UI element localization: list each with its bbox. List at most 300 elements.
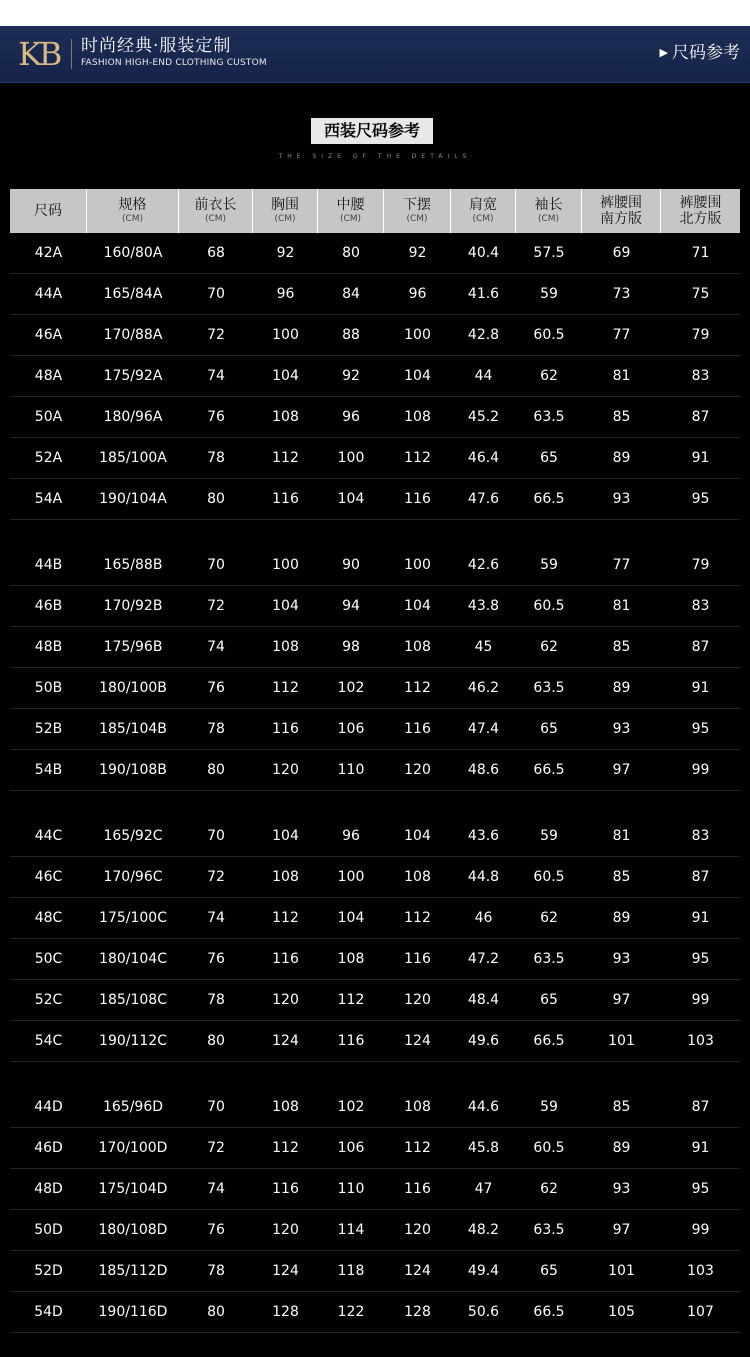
table-cell: 85: [612, 1099, 631, 1115]
table-cell: 50C: [34, 951, 63, 967]
header-cell: [318, 189, 384, 233]
header-label: 下摆: [403, 197, 431, 213]
table-cell: 84: [342, 286, 360, 302]
table-cell: 124: [272, 1263, 299, 1279]
table-cell: 47: [474, 1181, 493, 1197]
table-cell: 62: [540, 1181, 558, 1197]
table-cell: 45.8: [467, 1140, 500, 1156]
table-cell: 76: [207, 1222, 225, 1238]
table-cell: 49.6: [467, 1033, 500, 1049]
table-cell: 70: [207, 828, 225, 844]
table-row: [10, 709, 740, 750]
section-title: 西装尺码参考: [311, 118, 433, 144]
table-row: [10, 586, 740, 627]
table-cell: 103: [687, 1263, 714, 1279]
table-cell: 91: [691, 680, 710, 696]
header-cell: [179, 189, 253, 233]
table-cell: 83: [691, 368, 710, 384]
table-cell: 120: [272, 1222, 299, 1238]
table-cell: 44B: [34, 557, 63, 573]
table-cell: 100: [272, 327, 299, 343]
table-cell: 97: [612, 762, 631, 778]
table-cell: 101: [608, 1263, 635, 1279]
table-cell: 128: [404, 1304, 431, 1320]
table-cell: 112: [404, 1140, 431, 1156]
header-cell: [451, 189, 516, 233]
table-header: [10, 189, 740, 233]
table-cell: 42.6: [467, 557, 500, 573]
table-cell: 112: [272, 450, 299, 466]
table-cell: 85: [612, 869, 631, 885]
table-cell: 104: [404, 828, 431, 844]
table-cell: 98: [342, 639, 360, 655]
table-cell: 72: [207, 1140, 225, 1156]
table-cell: 46.2: [467, 680, 500, 696]
top-strip: [0, 0, 750, 26]
table-cell: 108: [404, 639, 431, 655]
table-cell: 104: [272, 368, 299, 384]
header-unit: 南方版: [600, 211, 642, 227]
table-cell: 180/96A: [103, 409, 163, 425]
table-cell: 78: [207, 450, 225, 466]
header-label: 袖长: [534, 197, 563, 213]
table-cell: 46C: [34, 869, 63, 885]
table-cell: 100: [404, 327, 431, 343]
table-cell: 190/116D: [98, 1304, 168, 1320]
table-cell: 112: [337, 992, 365, 1008]
section-subtitle: THE SIZE OF THE DETAILS: [278, 153, 472, 160]
table-row: [10, 315, 740, 356]
table-cell: 80: [207, 762, 225, 778]
table-cell: 76: [207, 409, 225, 425]
table-cell: 66.5: [533, 762, 565, 778]
table-cell: 190/104A: [99, 491, 167, 507]
table-cell: 80: [207, 491, 225, 507]
table-row: [10, 233, 740, 274]
table-cell: 104: [272, 828, 299, 844]
table-row: [10, 1128, 740, 1169]
table-cell: 116: [337, 1033, 365, 1049]
table-row: [10, 857, 740, 898]
table-cell: 89: [612, 1140, 631, 1156]
table-cell: 72: [207, 869, 225, 885]
table-cell: 94: [342, 598, 360, 614]
header-label: 尺码: [34, 203, 62, 219]
table-row: [10, 479, 740, 520]
table-cell: 81: [612, 598, 631, 614]
table-cell: 116: [404, 1181, 431, 1197]
table-cell: 65: [540, 1263, 558, 1279]
table-cell: 72: [207, 327, 225, 343]
table-cell: 65: [540, 992, 558, 1008]
table-cell: 78: [207, 1263, 225, 1279]
table-cell: 116: [404, 951, 431, 967]
table-cell: 106: [337, 721, 365, 737]
table-cell: 57.5: [533, 245, 565, 261]
header-banner: [0, 26, 750, 83]
table-cell: 52B: [34, 721, 63, 737]
table-row: [10, 438, 740, 479]
header-label: 规格: [118, 197, 147, 213]
table-cell: 102: [337, 1099, 365, 1115]
table-cell: 59: [540, 286, 558, 302]
table-cell: 120: [272, 992, 299, 1008]
table-cell: 110: [337, 1181, 365, 1197]
table-cell: 100: [337, 450, 365, 466]
table-cell: 95: [691, 721, 710, 737]
header-unit: (CM): [204, 214, 227, 224]
table-cell: 70: [207, 1099, 225, 1115]
table-cell: 60.5: [533, 869, 565, 885]
header-unit: (CM): [274, 214, 296, 224]
table-cell: 165/92C: [103, 828, 163, 844]
table-cell: 104: [337, 910, 365, 926]
table-row: [10, 1292, 740, 1333]
table-cell: 110: [337, 762, 365, 778]
table-cell: 47.4: [467, 721, 500, 737]
table-cell: 62: [540, 639, 558, 655]
header-label: 裤腰围: [679, 195, 722, 211]
table-cell: 91: [691, 1140, 710, 1156]
table-cell: 46.4: [467, 450, 500, 466]
table-cell: 104: [404, 598, 431, 614]
table-row: [10, 1169, 740, 1210]
brand-logo: KB: [18, 35, 60, 73]
table-cell: 63.5: [533, 951, 565, 967]
table-cell: 50A: [34, 409, 63, 425]
table-cell: 180/104C: [99, 951, 167, 967]
header-cell: [253, 189, 318, 233]
table-cell: 47.6: [467, 491, 500, 507]
group-spacer: [10, 791, 740, 816]
table-cell: 54A: [34, 491, 63, 507]
header-unit: (CM): [406, 214, 428, 224]
table-cell: 52C: [34, 992, 63, 1008]
table-cell: 66.5: [533, 1033, 565, 1049]
table-cell: 190/112C: [99, 1033, 167, 1049]
table-row: [10, 939, 740, 980]
table-cell: 90: [342, 557, 360, 573]
table-cell: 108: [404, 869, 431, 885]
table-cell: 108: [337, 951, 365, 967]
table-cell: 77: [612, 557, 631, 573]
table-cell: 75: [691, 286, 710, 302]
table-cell: 112: [404, 450, 431, 466]
table-cell: 76: [207, 951, 225, 967]
table-cell: 175/100C: [99, 910, 167, 926]
table-cell: 108: [404, 1099, 431, 1115]
header-cell: [661, 189, 740, 233]
table-cell: 60.5: [533, 1140, 565, 1156]
table-cell: 78: [207, 992, 225, 1008]
header-unit: (CM): [121, 214, 144, 224]
header-unit: (CM): [339, 214, 362, 224]
table-cell: 116: [272, 951, 299, 967]
table-cell: 79: [691, 557, 710, 573]
table-cell: 48D: [34, 1181, 63, 1197]
table-row: [10, 1251, 740, 1292]
table-cell: 54C: [34, 1033, 63, 1049]
table-cell: 59: [540, 828, 558, 844]
table-cell: 104: [404, 368, 431, 384]
table-cell: 54D: [34, 1304, 63, 1320]
table-cell: 118: [337, 1263, 365, 1279]
table-cell: 128: [272, 1304, 299, 1320]
size-reference-label: 尺码参考: [672, 43, 740, 63]
header-cell: [87, 189, 179, 233]
table-row: [10, 1087, 740, 1128]
table-cell: 112: [272, 680, 299, 696]
table-cell: 108: [272, 1099, 299, 1115]
table-cell: 47.2: [467, 951, 500, 967]
table-cell: 87: [691, 869, 710, 885]
table-cell: 96: [408, 286, 427, 302]
table-cell: 108: [404, 409, 431, 425]
table-cell: 63.5: [533, 1222, 565, 1238]
table-cell: 87: [691, 409, 710, 425]
table-cell: 70: [207, 286, 225, 302]
table-cell: 74: [207, 1181, 225, 1197]
table-cell: 89: [612, 910, 631, 926]
table-row: [10, 980, 740, 1021]
table-cell: 44.6: [467, 1099, 500, 1115]
table-row: [10, 1210, 740, 1251]
table-cell: 124: [404, 1033, 431, 1049]
table-cell: 185/104B: [99, 721, 167, 737]
table-cell: 80: [207, 1033, 225, 1049]
table-cell: 65: [540, 721, 558, 737]
table-cell: 71: [691, 245, 710, 261]
table-cell: 48.6: [467, 762, 500, 778]
table-cell: 122: [337, 1304, 365, 1320]
table-cell: 81: [612, 828, 631, 844]
table-cell: 108: [272, 869, 299, 885]
table-cell: 44C: [34, 828, 63, 844]
table-cell: 73: [612, 286, 631, 302]
table-cell: 89: [612, 680, 631, 696]
table-cell: 60.5: [533, 598, 565, 614]
table-cell: 59: [540, 1099, 558, 1115]
table-cell: 77: [612, 327, 631, 343]
table-cell: 160/80A: [103, 245, 163, 261]
table-cell: 97: [612, 1222, 631, 1238]
table-cell: 120: [272, 762, 299, 778]
table-cell: 170/100D: [98, 1140, 168, 1156]
table-cell: 65: [540, 450, 558, 466]
table-cell: 92: [408, 245, 427, 261]
table-body: [10, 233, 740, 1333]
table-cell: 45: [474, 639, 493, 655]
table-cell: 48B: [34, 639, 63, 655]
table-cell: 95: [691, 1181, 710, 1197]
table-cell: 91: [691, 910, 710, 926]
table-cell: 63.5: [533, 409, 565, 425]
table-cell: 69: [612, 245, 631, 261]
table-cell: 59: [540, 557, 558, 573]
table-row: [10, 397, 740, 438]
table-cell: 106: [337, 1140, 365, 1156]
table-cell: 170/96C: [103, 869, 163, 885]
header-unit: 北方版: [679, 211, 722, 227]
table-cell: 66.5: [533, 1304, 565, 1320]
table-cell: 165/84A: [103, 286, 163, 302]
table-cell: 78: [207, 721, 225, 737]
table-row: [10, 668, 740, 709]
table-cell: 88: [342, 327, 360, 343]
table-cell: 85: [612, 409, 631, 425]
group-spacer: [10, 520, 740, 545]
table-cell: 124: [404, 1263, 431, 1279]
header-unit: (CM): [537, 214, 560, 224]
table-cell: 190/108B: [99, 762, 167, 778]
table-cell: 96: [276, 286, 295, 302]
table-cell: 112: [404, 680, 431, 696]
table-cell: 42.8: [467, 327, 500, 343]
table-cell: 165/88B: [103, 557, 163, 573]
table-cell: 175/92A: [103, 368, 163, 384]
table-cell: 108: [272, 639, 299, 655]
table-cell: 102: [337, 680, 365, 696]
table-cell: 97: [612, 992, 631, 1008]
table-cell: 185/112D: [98, 1263, 168, 1279]
table-row: [10, 816, 740, 857]
header-unit: (CM): [472, 214, 494, 224]
table-cell: 68: [207, 245, 225, 261]
table-cell: 116: [272, 491, 299, 507]
table-row: [10, 627, 740, 668]
table-cell: 74: [207, 368, 225, 384]
table-cell: 175/96B: [103, 639, 163, 655]
table-cell: 83: [691, 828, 710, 844]
table-cell: 45.2: [467, 409, 500, 425]
table-cell: 40.4: [467, 245, 500, 261]
table-row: [10, 750, 740, 791]
table-cell: 93: [612, 721, 631, 737]
logo-divider: [71, 39, 72, 69]
table-row: [10, 356, 740, 397]
table-cell: 112: [272, 1140, 299, 1156]
table-cell: 63.5: [533, 680, 565, 696]
table-cell: 80: [207, 1304, 225, 1320]
table-cell: 112: [404, 910, 431, 926]
brand-subtitle: FASHION HIGH-END CLOTHING CUSTOM: [81, 58, 267, 68]
table-cell: 103: [687, 1033, 714, 1049]
table-cell: 76: [207, 680, 225, 696]
table-cell: 80: [342, 245, 360, 261]
table-cell: 50D: [34, 1222, 63, 1238]
table-cell: 62: [540, 910, 558, 926]
table-cell: 114: [337, 1222, 365, 1238]
table-cell: 93: [612, 491, 631, 507]
table-cell: 83: [691, 598, 710, 614]
table-row: [10, 1021, 740, 1062]
size-table: [10, 189, 740, 1333]
table-cell: 112: [272, 910, 299, 926]
header-label: 前衣长: [194, 197, 237, 213]
table-cell: 100: [404, 557, 431, 573]
table-cell: 96: [342, 409, 360, 425]
table-cell: 180/100B: [99, 680, 167, 696]
table-cell: 101: [608, 1033, 635, 1049]
group-spacer: [10, 1062, 740, 1087]
table-cell: 120: [404, 992, 431, 1008]
table-cell: 48.2: [467, 1222, 500, 1238]
table-cell: 93: [612, 951, 631, 967]
table-cell: 104: [337, 491, 365, 507]
table-cell: 70: [207, 557, 225, 573]
header-cell: [384, 189, 451, 233]
table-cell: 52D: [34, 1263, 63, 1279]
table-cell: 48.4: [467, 992, 500, 1008]
table-cell: 44: [474, 368, 493, 384]
table-cell: 44D: [34, 1099, 63, 1115]
table-cell: 87: [691, 639, 710, 655]
table-cell: 99: [691, 992, 710, 1008]
header-label: 胸围: [271, 197, 299, 213]
table-cell: 50.6: [467, 1304, 500, 1320]
table-cell: 99: [691, 762, 710, 778]
table-cell: 95: [691, 491, 710, 507]
header-cell: [10, 189, 87, 233]
table-cell: 116: [272, 1181, 299, 1197]
table-cell: 100: [337, 869, 365, 885]
table-cell: 46A: [34, 327, 63, 343]
table-cell: 44A: [34, 286, 63, 302]
table-cell: 120: [404, 1222, 431, 1238]
table-cell: 107: [687, 1304, 714, 1320]
header-label: 中腰: [336, 197, 365, 213]
table-cell: 93: [612, 1181, 631, 1197]
table-cell: 92: [276, 245, 295, 261]
table-cell: 48A: [34, 368, 63, 384]
table-cell: 74: [207, 639, 225, 655]
table-cell: 89: [612, 450, 631, 466]
table-cell: 66.5: [533, 491, 565, 507]
table-cell: 46: [474, 910, 493, 926]
table-cell: 95: [691, 951, 710, 967]
triangle-right-icon: ▶: [659, 46, 668, 59]
table-cell: 175/104D: [98, 1181, 168, 1197]
table-cell: 41.6: [467, 286, 500, 302]
table-cell: 54B: [34, 762, 63, 778]
table-cell: 91: [691, 450, 710, 466]
table-cell: 81: [612, 368, 631, 384]
brand-title: 时尚经典·服装定制: [81, 36, 232, 56]
table-cell: 87: [691, 1099, 710, 1115]
header-label: 裤腰围: [600, 195, 642, 211]
table-cell: 96: [342, 828, 360, 844]
table-cell: 92: [342, 368, 360, 384]
table-cell: 104: [272, 598, 299, 614]
size-reference-link[interactable]: [660, 42, 740, 64]
table-row: [10, 898, 740, 939]
table-cell: 116: [272, 721, 299, 737]
table-cell: 46D: [34, 1140, 63, 1156]
table-cell: 165/96D: [102, 1099, 164, 1115]
table-cell: 100: [272, 557, 299, 573]
table-cell: 43.8: [467, 598, 500, 614]
table-cell: 44.8: [467, 869, 500, 885]
header-cell: [582, 189, 661, 233]
table-cell: 60.5: [533, 327, 565, 343]
table-cell: 50B: [34, 680, 63, 696]
table-cell: 99: [691, 1222, 710, 1238]
table-cell: 79: [691, 327, 710, 343]
table-cell: 170/92B: [103, 598, 163, 614]
table-cell: 72: [207, 598, 225, 614]
table-cell: 108: [272, 409, 299, 425]
table-cell: 180/108D: [98, 1222, 168, 1238]
